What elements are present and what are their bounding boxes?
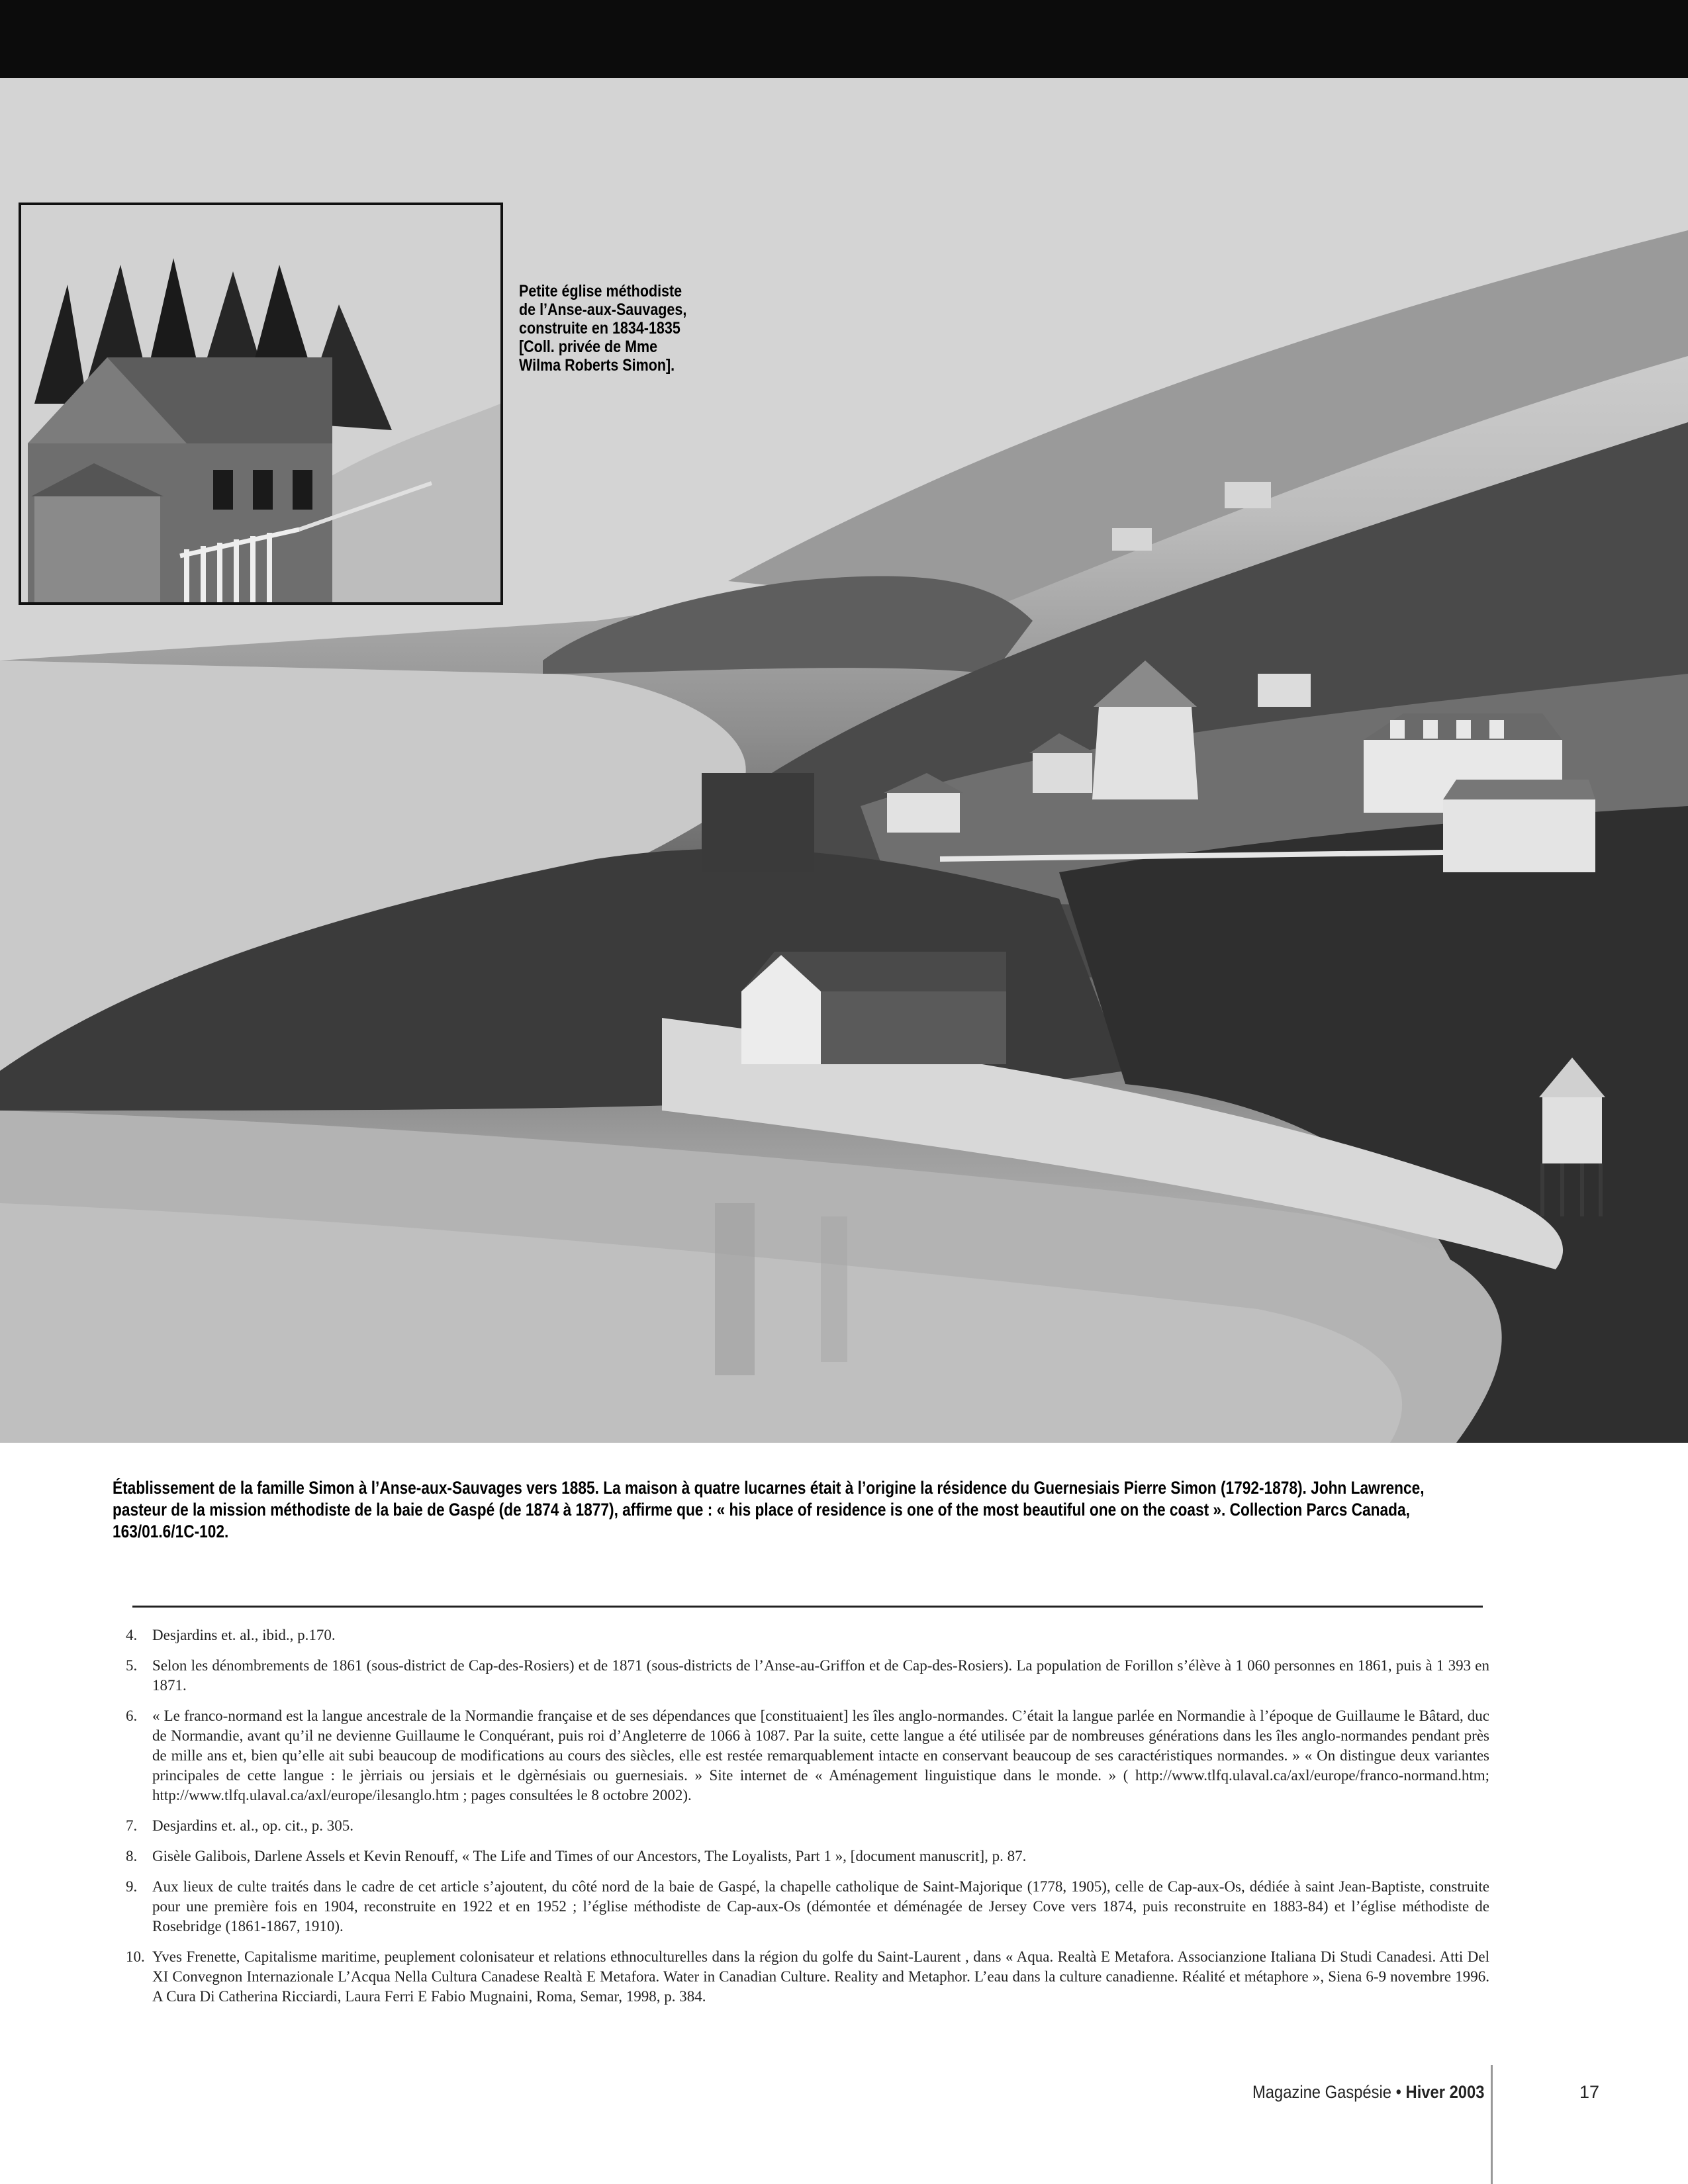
footnotes-list bbox=[126, 1625, 1489, 2017]
issue-name: Hiver 2003 bbox=[1405, 2082, 1485, 2102]
footnote-number: 7. bbox=[126, 1817, 138, 1834]
footnote-text: Desjardins et. al., ibid., p.170. bbox=[152, 1627, 336, 1643]
footnote-9 bbox=[126, 1877, 1489, 1936]
footnote-10 bbox=[126, 1947, 1489, 2007]
footnote-4 bbox=[126, 1625, 1489, 1645]
footer-magazine-line bbox=[1252, 2082, 1484, 2103]
footnote-number: 6. bbox=[126, 1707, 138, 1724]
footnote-number: 5. bbox=[126, 1657, 138, 1674]
footnote-number: 10. bbox=[126, 1948, 145, 1965]
footnote-text: Aux lieux de culte traités dans le cadre de cet article s’ajoutent, du côté nord de la baie de Gaspé, la chapelle catholique de Saint-Majorique (1778, 1905), celle de Cap-aux-Os, dédiée à saint Jean-Baptiste, construite pour une première fois en 1904, reconstruite en 1922 et en 1952 ; l’église méthodiste de Cap-aux-Os (démontée et déménagée de Jersey Cove vers 1874, puis reconstruite en 1883-84) et l’église méthodiste de Rosebridge (1861-1867, 1910). bbox=[152, 1878, 1489, 1934]
main-photo-caption: Établissement de la famille Simon à l’Anse-aux-Sauvages vers 1885. La maison à quatre lucarnes était à l’origine la résidence du Guernesiais Pierre Simon (1792-1878). John Lawrence, pasteur de la mission méthodiste de la baie de Gaspé (de 1874 à 1877), affirme que : « his place of residence is one of the most beautiful one on the coast ». Collection Parcs Canada, 163/01.6/1C-102. bbox=[113, 1478, 1425, 1541]
footnote-text: Yves Frenette, Capitalisme maritime, peuplement colonisateur et relations ethnoculturelles dans la région du golfe du Saint-Laurent , dans « Aqua. Realtà E Metafora. Associanzione Italiana Di Studi Canadesi. Atti Del XI Convegnon Internazionale L’Acqua Nella Cultura Canadese Realtà E Metafora. Water in Canadian Culture. Reality and Metaphor. L’eau dans la culture canadienne. Réalité et métaphore », Siena 6-9 novembre 1996. A Cura Di Catherina Ricciardi, Laura Ferri E Fabio Mugnaini, Roma, Semar, 1998, p. 384. bbox=[152, 1948, 1489, 2005]
magazine-name: Magazine Gaspésie bbox=[1252, 2082, 1392, 2102]
footer-divider bbox=[1491, 2065, 1493, 2184]
footnote-number: 9. bbox=[126, 1878, 138, 1895]
footnotes-divider bbox=[132, 1606, 1483, 1608]
inset-photograph bbox=[19, 203, 503, 605]
footnote-text: Desjardins et. al., op. cit., p. 305. bbox=[152, 1817, 354, 1834]
page-number: 17 bbox=[1579, 2082, 1600, 2102]
footnote-text: « Le franco-normand est la langue ancestrale de la Normandie française et de ses dépendances que [constituaient] les îles anglo-normandes. C’était la langue parlée en Normandie à l’époque de Guillaume le Bâtard, duc de Normandie, avant qu’il ne devienne Guillaume le Conquérant, puis roi d’Angleterre de 1066 à 1087. Par la suite, cette langue a été utilisée par de nombreuses générations dans les îles anglo-normandes pendant près de mille ans et, bien qu’elle ait subi beaucoup de modifications au cours des siècles, elle est restée remarquablement intacte en conservant beaucoup de ses caractéristiques normandes. » « On distingue deux variantes principales de cette langue : le jèrriais ou jersiais et le dgèrnésiais ou guernesiais. » Site internet de « Aménagement linguistique dans le monde. » ( http://www.tlfq.ulaval.ca/axl/europe/franco-normand.htm; http://www.tlfq.ulaval.ca/axl/europe/ilesanglo.htm ; pages consultées le 8 octobre 2002). bbox=[152, 1707, 1489, 1803]
footnote-7 bbox=[126, 1816, 1489, 1836]
footnote-6 bbox=[126, 1706, 1489, 1805]
church-illustration bbox=[21, 205, 500, 602]
footnote-8 bbox=[126, 1846, 1489, 1866]
footnote-number: 4. bbox=[126, 1627, 138, 1643]
footnote-number: 8. bbox=[126, 1848, 138, 1864]
footnote-text: Gisèle Galibois, Darlene Assels et Kevin Renouff, « The Life and Times of our Ancestors, The Loyalists, Part 1 », [document manuscrit], p. 87. bbox=[152, 1848, 1027, 1864]
top-black-band bbox=[0, 0, 1688, 78]
footer-bullet: • bbox=[1395, 2082, 1401, 2102]
footnote-5 bbox=[126, 1656, 1489, 1696]
footnote-text: Selon les dénombrements de 1861 (sous-district de Cap-des-Rosiers) et de 1871 (sous-districts de l’Anse-au-Griffon et de Cap-des-Rosiers). La population de Forillon s’élève à 1 060 personnes en 1861, puis à 1 393 en 1871. bbox=[152, 1657, 1489, 1694]
inset-caption: Petite église méthodiste de l’Anse-aux-Sauvages, construite en 1834-1835 [Coll. privée de Mme Wilma Roberts Simon]. bbox=[519, 282, 687, 375]
